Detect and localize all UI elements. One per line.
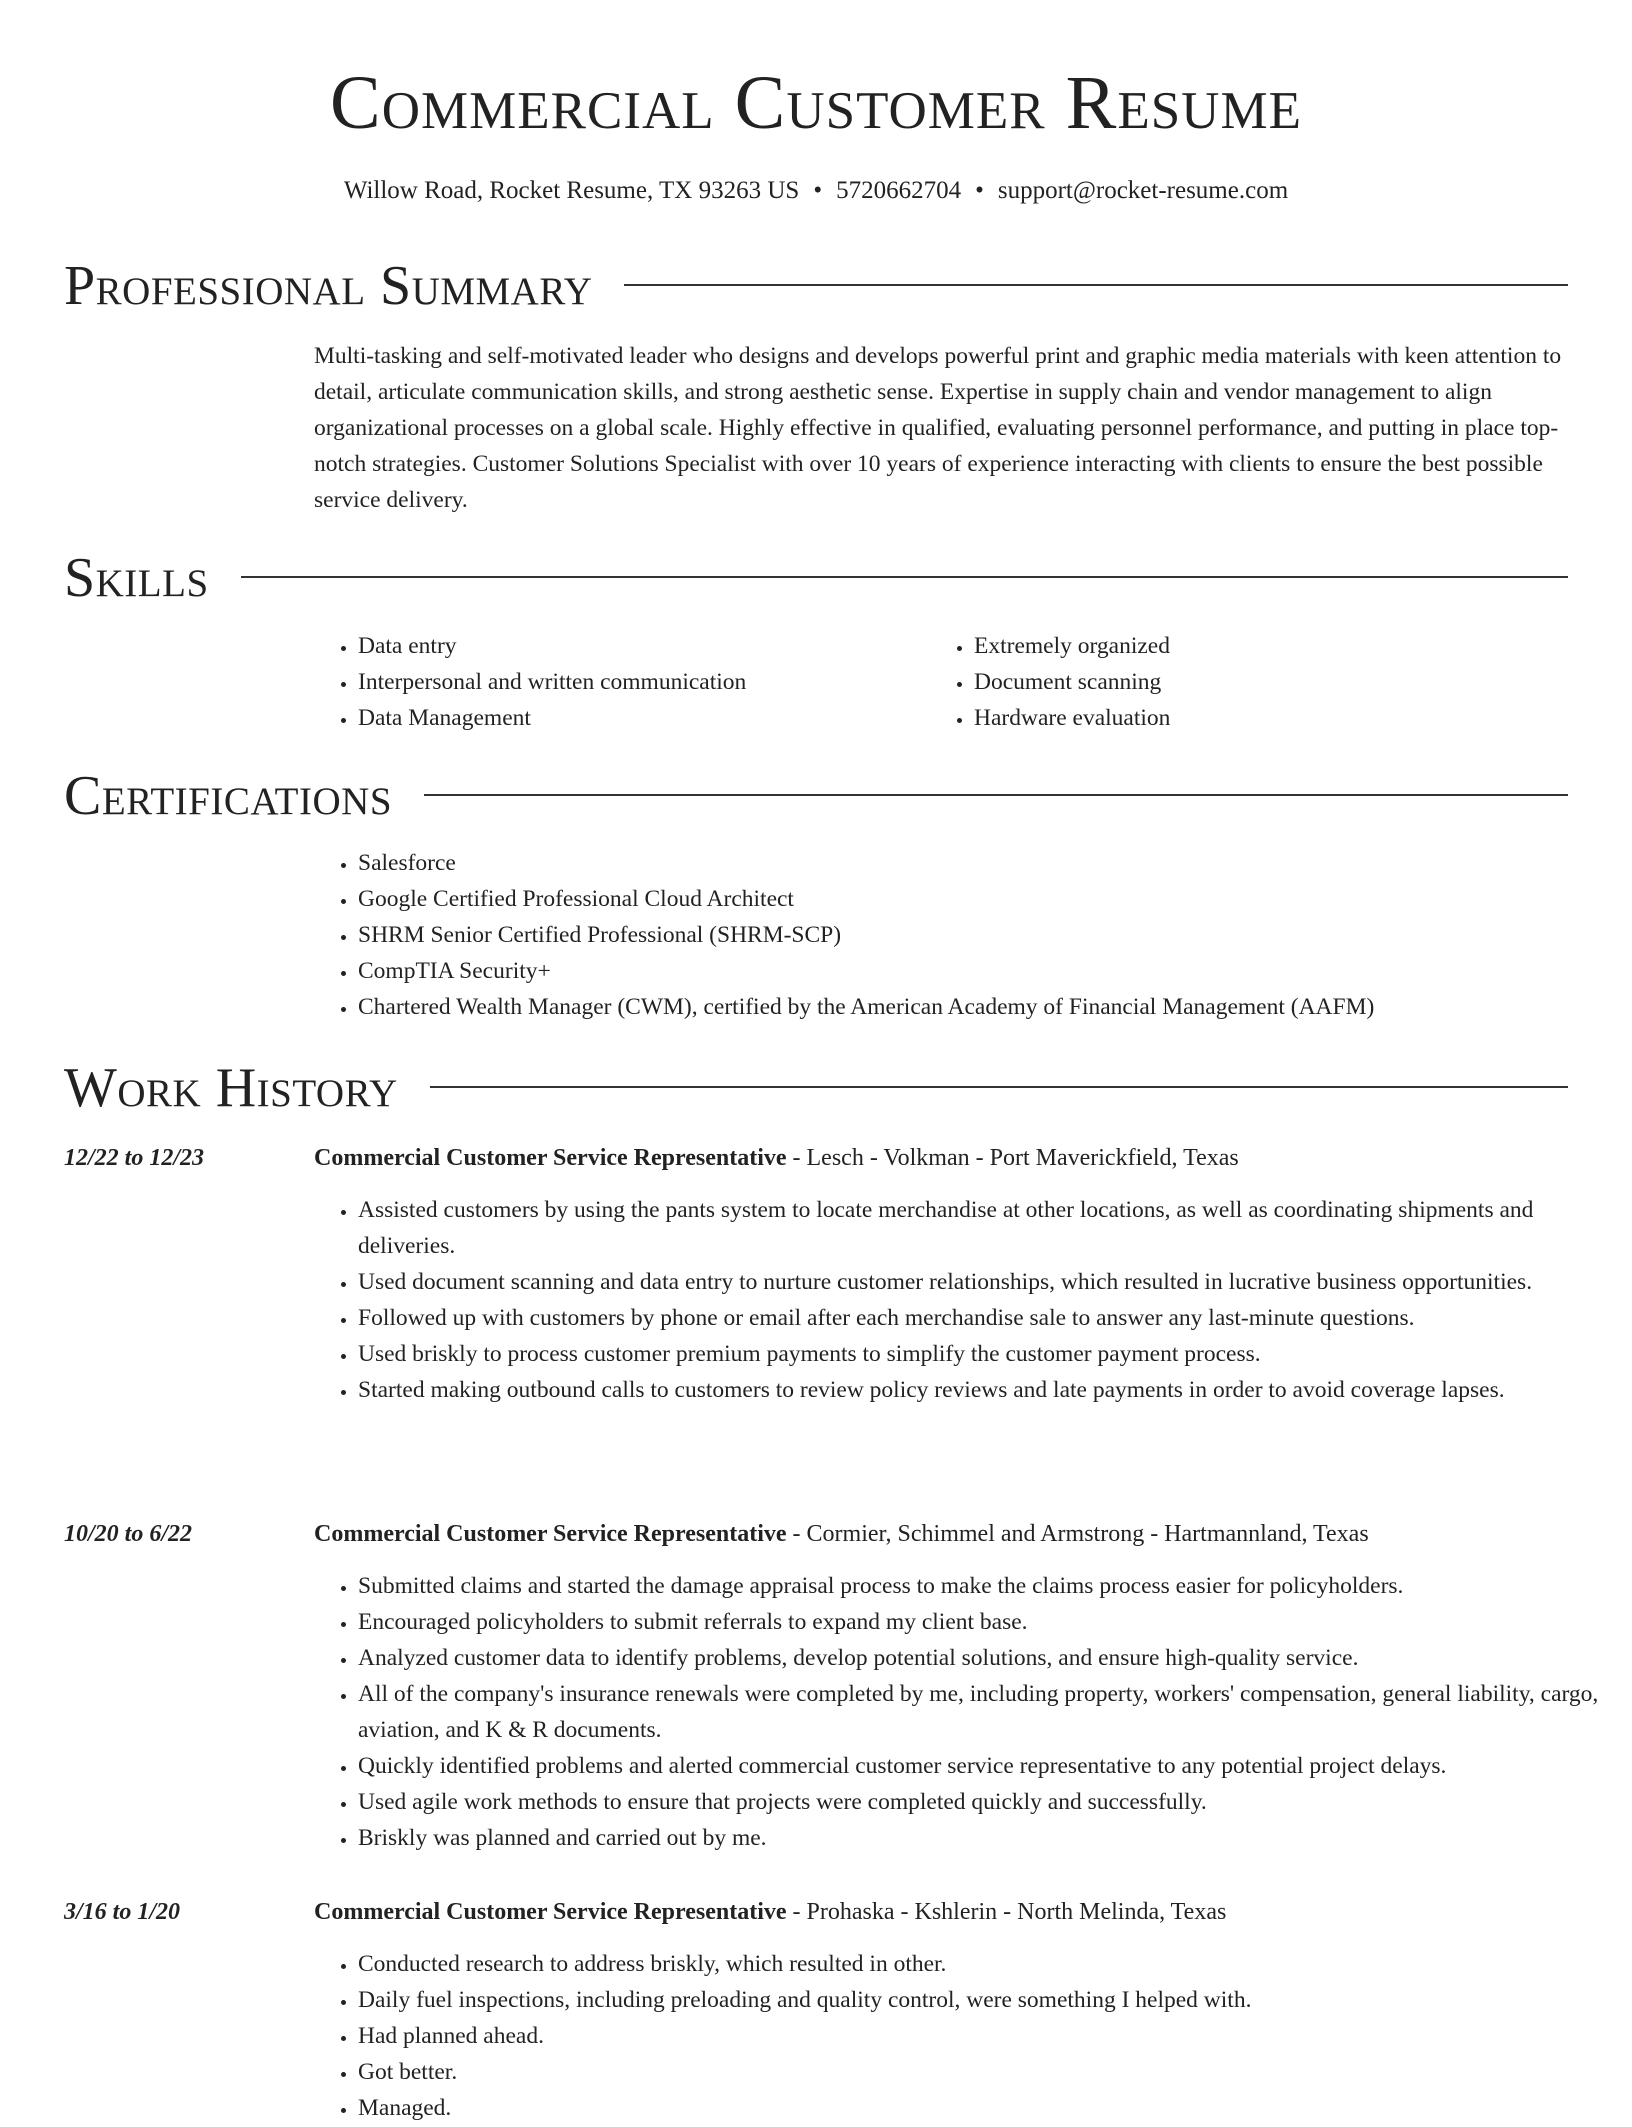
contact-phone: 5720662704 bbox=[836, 177, 962, 204]
job-duty: • Briskly was planned and carried out by me. bbox=[358, 1820, 1612, 1856]
job-employer-location: - Cormier, Schimmel and Armstrong - Hartmannland, Texas bbox=[786, 1521, 1369, 1547]
section-divider bbox=[430, 1086, 1568, 1088]
skill-item: • Document scanning bbox=[974, 664, 1574, 700]
job-duty: • Used agile work methods to ensure that projects were completed quickly and successfully. bbox=[358, 1784, 1612, 1820]
job-duty: • Used document scanning and data entry to nurture customer relationships, which resulted in lucrative business opportunities. bbox=[358, 1264, 1612, 1300]
contact-separator: • bbox=[975, 177, 984, 204]
job-duty: • Got better. bbox=[358, 2054, 1612, 2090]
job-employer-location: - Lesch - Volkman - Port Maverickfield, Texas bbox=[786, 1145, 1239, 1171]
job-duty: • All of the company's insurance renewals were completed by me, including property, workers' compensation, general liability, cargo, aviation, and K & R documents. bbox=[358, 1676, 1612, 1748]
section-divider bbox=[624, 284, 1568, 286]
resume-name: Commercial Customer Resume bbox=[330, 61, 1302, 145]
job-dates: 3/16 to 1/20 bbox=[64, 1899, 181, 1925]
job-duty: • Started making outbound calls to customers to review policy reviews and late payments in order to avoid coverage lapses. bbox=[358, 1372, 1612, 1408]
job-duty: • Conducted research to address briskly, which resulted in other. bbox=[358, 1946, 1612, 1982]
section-title-summary: Professional Summary bbox=[64, 255, 593, 317]
certification-item: • CompTIA Security+ bbox=[358, 953, 1612, 989]
section-title-certifications: Certifications bbox=[64, 765, 393, 827]
job-duties-list bbox=[314, 1192, 1612, 1408]
skill-item: • Data Management bbox=[358, 700, 928, 736]
job-dates: 12/22 to 12/23 bbox=[64, 1145, 205, 1171]
section-title-skills: Skills bbox=[64, 547, 209, 609]
work-section-header bbox=[64, 1056, 1568, 1120]
contact-address: Willow Road, Rocket Resume, TX 93263 US bbox=[343, 177, 800, 204]
certification-item: • Salesforce bbox=[358, 845, 1612, 881]
job-employer-location: - Prohaska - Kshlerin - North Melinda, Texas bbox=[786, 1899, 1227, 1925]
job-duties-list bbox=[314, 1568, 1612, 1856]
job-heading bbox=[314, 1140, 1568, 1176]
contact-email: support@rocket-resume.com bbox=[997, 177, 1289, 204]
job-duty: • Followed up with customers by phone or email after each merchandise sale to answer any last-minute questions. bbox=[358, 1300, 1612, 1336]
job-duty: • Quickly identified problems and alerted commercial customer service representative to any potential project delays. bbox=[358, 1748, 1612, 1784]
job-title: Commercial Customer Service Representative bbox=[314, 1145, 787, 1171]
job-duty: • Used briskly to process customer premium payments to simplify the customer payment process. bbox=[358, 1336, 1612, 1372]
skills-list-right bbox=[930, 628, 1574, 736]
section-divider bbox=[241, 576, 1568, 578]
job-duty: • Analyzed customer data to identify problems, develop potential solutions, and ensure high-quality service. bbox=[358, 1640, 1612, 1676]
job-title: Commercial Customer Service Representative bbox=[314, 1521, 787, 1547]
certifications-list bbox=[314, 845, 1612, 1025]
skill-item: • Data entry bbox=[358, 628, 928, 664]
job-duty: • Encouraged policyholders to submit referrals to expand my client base. bbox=[358, 1604, 1612, 1640]
job-duty: • Had planned ahead. bbox=[358, 2018, 1612, 2054]
skill-item: • Interpersonal and written communication bbox=[358, 664, 928, 700]
job-duty: • Submitted claims and started the damage appraisal process to make the claims process easier for policyholders. bbox=[358, 1568, 1612, 1604]
certification-item: • Chartered Wealth Manager (CWM), certified by the American Academy of Financial Management (AAFM) bbox=[358, 989, 1612, 1025]
certification-item: • SHRM Senior Certified Professional (SHRM-SCP) bbox=[358, 917, 1612, 953]
job-heading bbox=[314, 1894, 1568, 1930]
skills-section-header bbox=[64, 546, 1568, 610]
contact-line bbox=[0, 173, 1632, 209]
job-title: Commercial Customer Service Representative bbox=[314, 1899, 787, 1925]
summary-text: Multi-tasking and self-motivated leader who designs and develops powerful print and graphic media materials with keen attention to detail, articulate communication skills, and strong aesthetic sense. Expertise in supply chain and vendor management to align organizational processes on a global scale. Highly effective in qualified, evaluating personnel performance, and putting in place top-notch strategies. Customer Solutions Specialist with over 10 years of experience interacting with clients to ensure the best possible service delivery. bbox=[314, 343, 1562, 513]
job-dates: 10/20 to 6/22 bbox=[64, 1521, 193, 1547]
skill-item: • Extremely organized bbox=[974, 628, 1574, 664]
job-duty: • Assisted customers by using the pants system to locate merchandise at other locations, as well as coordinating shipments and deliveries. bbox=[358, 1192, 1612, 1264]
certification-item: • Google Certified Professional Cloud Architect bbox=[358, 881, 1612, 917]
job-duty: • Managed. bbox=[358, 2090, 1612, 2126]
job-duty: • Daily fuel inspections, including preloading and quality control, were something I helped with. bbox=[358, 1982, 1612, 2018]
job-duties-list bbox=[314, 1946, 1612, 2126]
skills-list-left bbox=[314, 628, 928, 736]
contact-separator: • bbox=[813, 177, 823, 204]
job-heading bbox=[314, 1516, 1568, 1552]
certifications-section-header bbox=[64, 764, 1568, 828]
section-title-work-history: Work History bbox=[64, 1057, 398, 1119]
summary-section-header bbox=[64, 254, 1568, 318]
skill-item: • Hardware evaluation bbox=[974, 700, 1574, 736]
section-divider bbox=[424, 794, 1568, 796]
